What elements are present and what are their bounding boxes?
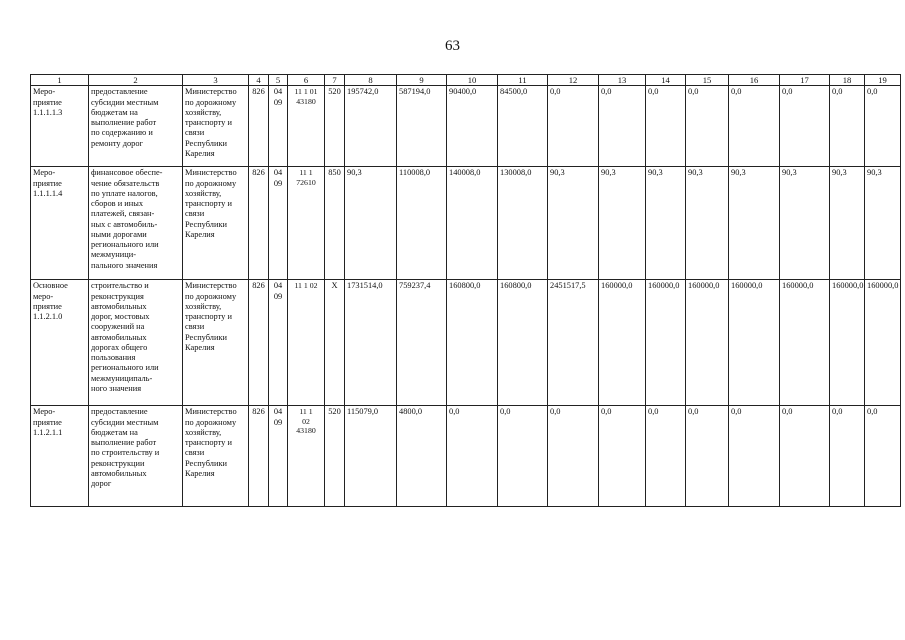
value-cell: 84500,0 bbox=[498, 86, 548, 167]
value-cell: 0,0 bbox=[780, 406, 830, 507]
measure-description: финансовое обеспе- чение обязательств по уплате налогов, сборов и иных платежей, связан- ных с автомобиль- ными дорогами регионального или межмуници- пального значения bbox=[89, 167, 183, 280]
csr-code: 11 1 02 43180 bbox=[288, 406, 325, 507]
value-cell: 0,0 bbox=[599, 86, 646, 167]
header-cell: 7 bbox=[325, 75, 345, 86]
header-cell: 11 bbox=[498, 75, 548, 86]
csr-code: 11 1 02 bbox=[288, 280, 325, 406]
grbs-code: 826 bbox=[249, 406, 269, 507]
table-row bbox=[31, 167, 901, 280]
budget-table bbox=[30, 74, 901, 507]
value-cell: 0,0 bbox=[447, 406, 498, 507]
measure-label: Основное меро- приятие 1.1.2.1.0 bbox=[31, 280, 89, 406]
value-cell: 759237,4 bbox=[397, 280, 447, 406]
measure-executor: Министерство по дорожному хозяйству, транспорту и связи Республики Карелия bbox=[183, 86, 249, 167]
grbs-code: 826 bbox=[249, 86, 269, 167]
value-cell: 90,3 bbox=[686, 167, 729, 280]
vr-code: 520 bbox=[325, 406, 345, 507]
measure-executor: Министерство по дорожному хозяйству, транспорту и связи Республики Карелия bbox=[183, 406, 249, 507]
table-row bbox=[31, 280, 901, 406]
header-cell: 8 bbox=[345, 75, 397, 86]
table-row bbox=[31, 86, 901, 167]
measure-label: Меро- приятие 1.1.2.1.1 bbox=[31, 406, 89, 507]
vr-code: 850 bbox=[325, 167, 345, 280]
value-cell: 160800,0 bbox=[498, 280, 548, 406]
value-cell: 90,3 bbox=[780, 167, 830, 280]
header-cell: 2 bbox=[89, 75, 183, 86]
vr-code: X bbox=[325, 280, 345, 406]
page-number: 63 bbox=[445, 38, 460, 54]
measure-executor: Министерство по дорожному хозяйству, транспорту и связи Республики Карелия bbox=[183, 280, 249, 406]
header-cell: 10 bbox=[447, 75, 498, 86]
value-cell: 587194,0 bbox=[397, 86, 447, 167]
vr-code: 520 bbox=[325, 86, 345, 167]
value-cell: 0,0 bbox=[830, 406, 865, 507]
header-cell: 16 bbox=[729, 75, 780, 86]
header-cell: 12 bbox=[548, 75, 599, 86]
value-cell: 0,0 bbox=[599, 406, 646, 507]
value-cell: 160000,0 bbox=[646, 280, 686, 406]
header-cell: 3 bbox=[183, 75, 249, 86]
value-cell: 0,0 bbox=[646, 86, 686, 167]
value-cell: 160800,0 bbox=[447, 280, 498, 406]
measure-executor: Министерство по дорожному хозяйству, транспорту и связи Республики Карелия bbox=[183, 167, 249, 280]
measure-description: предоставление субсидии местным бюджетам на выполнение работ по содержанию и ремонту дорог bbox=[89, 86, 183, 167]
value-cell: 160000,0 bbox=[729, 280, 780, 406]
value-cell: 90,3 bbox=[548, 167, 599, 280]
value-cell: 0,0 bbox=[686, 406, 729, 507]
value-cell: 0,0 bbox=[548, 86, 599, 167]
measure-description: предоставление субсидии местным бюджетам на выполнение работ по строительству и реконструкции автомобильных дорог bbox=[89, 406, 183, 507]
measure-label: Меро- приятие 1.1.1.1.4 bbox=[31, 167, 89, 280]
value-cell: 90,3 bbox=[345, 167, 397, 280]
value-cell: 90,3 bbox=[865, 167, 901, 280]
value-cell: 160000,0 bbox=[830, 280, 865, 406]
value-cell: 0,0 bbox=[498, 406, 548, 507]
value-cell: 160000,0 bbox=[780, 280, 830, 406]
header-cell: 15 bbox=[686, 75, 729, 86]
value-cell: 0,0 bbox=[646, 406, 686, 507]
header-cell: 17 bbox=[780, 75, 830, 86]
value-cell: 0,0 bbox=[686, 86, 729, 167]
rzpr-code: 04 09 bbox=[269, 406, 288, 507]
value-cell: 0,0 bbox=[548, 406, 599, 507]
value-cell: 110008,0 bbox=[397, 167, 447, 280]
value-cell: 160000,0 bbox=[865, 280, 901, 406]
value-cell: 90,3 bbox=[729, 167, 780, 280]
grbs-code: 826 bbox=[249, 167, 269, 280]
value-cell: 0,0 bbox=[865, 406, 901, 507]
header-cell: 4 bbox=[249, 75, 269, 86]
value-cell: 160000,0 bbox=[686, 280, 729, 406]
value-cell: 2451517,5 bbox=[548, 280, 599, 406]
value-cell: 0,0 bbox=[729, 406, 780, 507]
value-cell: 130008,0 bbox=[498, 167, 548, 280]
value-cell: 0,0 bbox=[780, 86, 830, 167]
header-cell: 1 bbox=[31, 75, 89, 86]
value-cell: 90400,0 bbox=[447, 86, 498, 167]
csr-code: 11 1 72610 bbox=[288, 167, 325, 280]
value-cell: 90,3 bbox=[830, 167, 865, 280]
rzpr-code: 04 09 bbox=[269, 280, 288, 406]
rzpr-code: 04 09 bbox=[269, 167, 288, 280]
value-cell: 115079,0 bbox=[345, 406, 397, 507]
table-row bbox=[31, 406, 901, 507]
value-cell: 90,3 bbox=[646, 167, 686, 280]
value-cell: 90,3 bbox=[599, 167, 646, 280]
header-cell: 9 bbox=[397, 75, 447, 86]
header-cell: 5 bbox=[269, 75, 288, 86]
value-cell: 0,0 bbox=[830, 86, 865, 167]
header-cell: 13 bbox=[599, 75, 646, 86]
csr-code: 11 1 01 43180 bbox=[288, 86, 325, 167]
header-cell: 6 bbox=[288, 75, 325, 86]
header-cell: 18 bbox=[830, 75, 865, 86]
value-cell: 0,0 bbox=[865, 86, 901, 167]
value-cell: 160000,0 bbox=[599, 280, 646, 406]
measure-description: строительство и реконструкция автомобильных дорог, мостовых сооружений на автомобильных дорогах общего пользования регионального или межмуниципаль- ного значения bbox=[89, 280, 183, 406]
value-cell: 140008,0 bbox=[447, 167, 498, 280]
rzpr-code: 04 09 bbox=[269, 86, 288, 167]
header-cell: 19 bbox=[865, 75, 901, 86]
value-cell: 1731514,0 bbox=[345, 280, 397, 406]
grbs-code: 826 bbox=[249, 280, 269, 406]
value-cell: 195742,0 bbox=[345, 86, 397, 167]
header-cell: 14 bbox=[646, 75, 686, 86]
value-cell: 0,0 bbox=[729, 86, 780, 167]
header-row bbox=[31, 75, 901, 86]
value-cell: 4800,0 bbox=[397, 406, 447, 507]
measure-label: Меро- приятие 1.1.1.1.3 bbox=[31, 86, 89, 167]
